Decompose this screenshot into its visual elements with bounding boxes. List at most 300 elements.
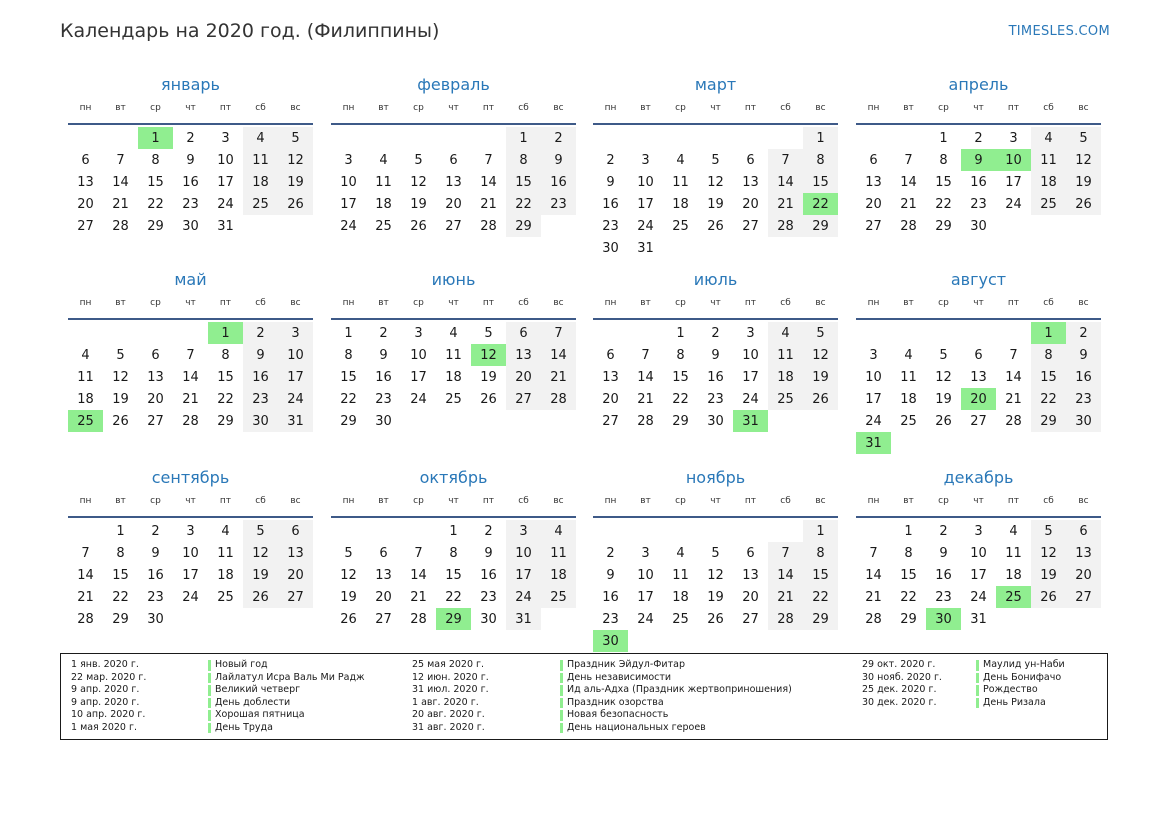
day-cell: 25 (672, 611, 689, 627)
month-divider (68, 123, 313, 125)
day-cell: 8 (151, 152, 160, 168)
day-cell: 29 (900, 611, 917, 627)
day-cell: 8 (221, 347, 230, 363)
weekday-label: ср (938, 103, 949, 113)
day-cell: 5 (939, 347, 948, 363)
holiday-day-cell: 9 (961, 149, 996, 171)
day-cell: 23 (1066, 388, 1101, 410)
day-cell: 8 (116, 545, 125, 561)
day-cell: 17 (278, 366, 313, 388)
day-cell: 4 (1009, 523, 1018, 539)
day-cell: 20 (742, 589, 759, 605)
day-cell: 15 (803, 564, 838, 586)
day-cell: 3 (1009, 130, 1018, 146)
month-divider (331, 123, 576, 125)
weekday-label: сб (518, 103, 529, 113)
day-cell: 19 (340, 589, 357, 605)
day-cell: 3 (869, 347, 878, 363)
day-cell: 13 (1066, 542, 1101, 564)
day-cell: 25 (900, 413, 917, 429)
weekday-label: вс (553, 496, 564, 506)
weekday-label: вс (1078, 103, 1089, 113)
day-cell: 7 (541, 322, 576, 344)
day-cell: 2 (711, 325, 720, 341)
day-cell: 21 (768, 193, 803, 215)
month-divider (331, 318, 576, 320)
day-cell: 16 (602, 589, 619, 605)
day-cell: 7 (768, 149, 803, 171)
day-cell: 29 (1031, 410, 1066, 432)
day-cell: 23 (243, 388, 278, 410)
day-cell: 25 (672, 218, 689, 234)
day-cell: 26 (480, 391, 497, 407)
day-cell: 4 (904, 347, 913, 363)
day-cell: 20 (77, 196, 94, 212)
day-cell: 6 (746, 545, 755, 561)
empty-cell (768, 520, 803, 542)
day-cell: 11 (445, 347, 462, 363)
day-cell: 9 (243, 344, 278, 366)
day-cell: 21 (865, 589, 882, 605)
legend-date: 22 мар. 2020 г. (71, 671, 147, 683)
weekday-label: сб (255, 103, 266, 113)
day-cell: 29 (340, 413, 357, 429)
day-cell: 15 (506, 171, 541, 193)
legend-holiday-name: День доблести (208, 697, 290, 710)
day-cell: 26 (707, 611, 724, 627)
month-block (593, 74, 838, 259)
day-cell: 22 (506, 193, 541, 215)
day-cell: 23 (707, 391, 724, 407)
day-cell: 24 (637, 611, 654, 627)
day-cell: 28 (541, 388, 576, 410)
day-cell: 22 (672, 391, 689, 407)
weekday-label: ср (413, 103, 424, 113)
day-cell: 2 (379, 325, 388, 341)
day-cell: 9 (1066, 344, 1101, 366)
day-cell: 1 (449, 523, 458, 539)
legend-holiday-name: Рождество (976, 684, 1038, 697)
weekday-header-row (331, 489, 576, 513)
day-cell: 2 (151, 523, 160, 539)
day-cell: 8 (449, 545, 458, 561)
legend-date: 12 июн. 2020 г. (412, 671, 489, 683)
day-cell: 14 (1005, 369, 1022, 385)
empty-cell (628, 520, 663, 542)
day-cell: 18 (243, 171, 278, 193)
weekday-label: чт (973, 298, 984, 308)
weekday-label: сб (1043, 298, 1054, 308)
weekday-label: пн (342, 496, 355, 506)
day-cell: 27 (445, 218, 462, 234)
day-cell: 15 (445, 567, 462, 583)
day-cell: 23 (935, 589, 952, 605)
day-cell: 5 (116, 347, 125, 363)
day-cell: 29 (803, 215, 838, 237)
legend-item (412, 659, 792, 672)
day-cell: 28 (637, 413, 654, 429)
day-cell: 4 (449, 325, 458, 341)
day-cell: 24 (340, 218, 357, 234)
day-cell: 11 (375, 174, 392, 190)
day-cell: 4 (379, 152, 388, 168)
day-grid (856, 520, 1101, 630)
empty-cell (173, 322, 208, 344)
day-cell: 28 (900, 218, 917, 234)
empty-cell (628, 127, 663, 149)
weekday-label: вт (115, 298, 126, 308)
empty-cell (331, 127, 366, 149)
empty-cell (926, 322, 961, 344)
day-cell: 18 (768, 366, 803, 388)
day-cell: 4 (676, 545, 685, 561)
day-cell: 14 (768, 171, 803, 193)
day-cell: 17 (340, 196, 357, 212)
day-cell: 9 (541, 149, 576, 171)
weekday-label: сб (1043, 496, 1054, 506)
day-cell: 24 (182, 589, 199, 605)
day-cell: 16 (480, 567, 497, 583)
weekday-label: пт (1007, 103, 1020, 113)
month-block (68, 467, 313, 630)
day-cell: 2 (1066, 322, 1101, 344)
legend-item (412, 684, 792, 697)
month-block (856, 74, 1101, 237)
day-cell: 1 (116, 523, 125, 539)
weekday-label: вс (815, 496, 826, 506)
legend-item (862, 672, 1065, 685)
day-cell: 16 (147, 567, 164, 583)
day-cell: 3 (746, 325, 755, 341)
legend-column (71, 659, 365, 735)
weekday-header-row (593, 489, 838, 513)
day-cell: 28 (865, 611, 882, 627)
legend-date: 1 янв. 2020 г. (71, 659, 139, 670)
day-cell: 8 (904, 545, 913, 561)
day-cell: 13 (602, 369, 619, 385)
day-cell: 24 (506, 586, 541, 608)
day-cell: 12 (112, 369, 129, 385)
weekday-label: вт (378, 298, 389, 308)
day-cell: 5 (414, 152, 423, 168)
day-cell: 12 (278, 149, 313, 171)
weekday-label: ср (675, 103, 686, 113)
day-cell: 6 (746, 152, 755, 168)
day-cell: 24 (1005, 196, 1022, 212)
legend-date: 31 авг. 2020 г. (412, 721, 485, 733)
empty-cell (593, 520, 628, 542)
weekday-label: вт (903, 103, 914, 113)
day-cell: 6 (278, 520, 313, 542)
day-cell: 11 (77, 369, 94, 385)
empty-cell (401, 520, 436, 542)
day-cell: 23 (541, 193, 576, 215)
day-cell: 8 (344, 347, 353, 363)
day-cell: 22 (340, 391, 357, 407)
day-cell: 27 (742, 611, 759, 627)
day-cell: 5 (1066, 127, 1101, 149)
day-cell: 10 (637, 567, 654, 583)
weekday-label: вт (378, 103, 389, 113)
month-divider (856, 516, 1101, 518)
day-cell: 7 (869, 545, 878, 561)
day-cell: 27 (742, 218, 759, 234)
day-cell: 19 (935, 391, 952, 407)
day-cell: 30 (182, 218, 199, 234)
legend-item (412, 672, 792, 685)
empty-cell (856, 127, 891, 149)
day-cell: 24 (278, 388, 313, 410)
day-cell: 15 (672, 369, 689, 385)
month-name: август (950, 270, 1007, 289)
empty-cell (663, 127, 698, 149)
day-cell: 4 (81, 347, 90, 363)
weekday-label: ср (938, 298, 949, 308)
day-cell: 27 (77, 218, 94, 234)
day-cell: 23 (147, 589, 164, 605)
day-cell: 19 (707, 589, 724, 605)
day-cell: 18 (77, 391, 94, 407)
day-cell: 20 (147, 391, 164, 407)
month-name: декабрь (943, 468, 1014, 487)
weekday-label: ср (413, 298, 424, 308)
day-cell: 6 (974, 347, 983, 363)
day-grid (593, 322, 838, 432)
day-cell: 13 (278, 542, 313, 564)
day-cell: 1 (803, 127, 838, 149)
day-cell: 24 (865, 413, 882, 429)
legend-date: 30 дек. 2020 г. (862, 696, 937, 708)
day-cell: 21 (77, 589, 94, 605)
weekday-label: ср (675, 298, 686, 308)
weekday-label: ср (675, 496, 686, 506)
day-cell: 17 (1005, 174, 1022, 190)
day-cell: 18 (541, 564, 576, 586)
legend-date: 9 апр. 2020 г. (71, 684, 140, 696)
day-cell: 16 (707, 369, 724, 385)
day-cell: 12 (1031, 542, 1066, 564)
day-cell: 1 (506, 127, 541, 149)
day-cell: 29 (147, 218, 164, 234)
weekday-label: вс (290, 496, 301, 506)
day-cell: 16 (182, 174, 199, 190)
day-cell: 24 (217, 196, 234, 212)
day-cell: 27 (506, 388, 541, 410)
day-cell: 2 (606, 545, 615, 561)
legend-holiday-name: Новая безопасность (560, 709, 668, 722)
legend-item (862, 684, 1065, 697)
empty-cell (68, 127, 103, 149)
legend-holiday-name: Праздник Эйдул-Фитар (560, 659, 685, 672)
empty-cell (68, 322, 103, 344)
month-name: январь (161, 75, 220, 94)
day-cell: 30 (602, 240, 619, 256)
legend-item (71, 684, 365, 697)
day-cell: 26 (1031, 586, 1066, 608)
day-cell: 27 (375, 611, 392, 627)
weekday-label: пн (604, 496, 617, 506)
day-cell: 21 (900, 196, 917, 212)
day-cell: 2 (243, 322, 278, 344)
day-cell: 31 (217, 218, 234, 234)
legend-date: 25 мая 2020 г. (412, 659, 485, 670)
day-cell: 5 (278, 127, 313, 149)
weekday-header-row (856, 96, 1101, 120)
day-cell: 6 (506, 322, 541, 344)
day-cell: 27 (147, 413, 164, 429)
day-cell: 28 (112, 218, 129, 234)
weekday-label: вс (553, 103, 564, 113)
weekday-label: пт (1007, 496, 1020, 506)
legend-item (71, 722, 365, 735)
weekday-header-row (68, 96, 313, 120)
day-cell: 30 (1066, 410, 1101, 432)
day-cell: 24 (742, 391, 759, 407)
day-cell: 4 (768, 322, 803, 344)
holiday-day-cell: 10 (996, 149, 1031, 171)
empty-cell (331, 520, 366, 542)
day-cell: 6 (449, 152, 458, 168)
weekday-label: вс (815, 298, 826, 308)
legend-item (412, 697, 792, 710)
day-cell: 15 (340, 369, 357, 385)
day-cell: 29 (672, 413, 689, 429)
month-name: сентябрь (151, 468, 230, 487)
weekday-label: вс (290, 298, 301, 308)
legend-item (71, 697, 365, 710)
holiday-day-cell: 25 (996, 586, 1031, 608)
weekday-header-row (856, 489, 1101, 513)
weekday-label: вт (640, 496, 651, 506)
day-cell: 13 (147, 369, 164, 385)
day-cell: 4 (1031, 127, 1066, 149)
holiday-day-cell: 1 (208, 322, 243, 344)
empty-cell (856, 322, 891, 344)
day-cell: 3 (506, 520, 541, 542)
weekday-header-row (331, 291, 576, 315)
month-name: май (174, 270, 207, 289)
legend-item (71, 672, 365, 685)
day-cell: 3 (221, 130, 230, 146)
day-cell: 18 (672, 196, 689, 212)
day-cell: 17 (217, 174, 234, 190)
day-grid (331, 520, 576, 630)
day-cell: 30 (707, 413, 724, 429)
day-cell: 18 (1005, 567, 1022, 583)
day-cell: 19 (1066, 171, 1101, 193)
empty-cell (961, 322, 996, 344)
day-cell: 18 (217, 567, 234, 583)
day-cell: 14 (900, 174, 917, 190)
weekday-label: пн (867, 298, 880, 308)
day-cell: 3 (414, 325, 423, 341)
empty-cell (891, 127, 926, 149)
day-cell: 27 (602, 413, 619, 429)
day-cell: 11 (900, 369, 917, 385)
month-divider (593, 123, 838, 125)
holiday-day-cell: 20 (961, 388, 996, 410)
day-cell: 25 (768, 388, 803, 410)
day-cell: 31 (506, 608, 541, 630)
day-cell: 8 (803, 149, 838, 171)
legend-holiday-name: Ид аль-Адха (Праздник жертвоприношения) (560, 684, 792, 697)
day-cell: 12 (803, 344, 838, 366)
day-cell: 30 (970, 218, 987, 234)
day-cell: 19 (1031, 564, 1066, 586)
legend-holiday-name: Новый год (208, 659, 268, 672)
day-cell: 11 (672, 567, 689, 583)
day-cell: 25 (217, 589, 234, 605)
day-cell: 13 (445, 174, 462, 190)
day-cell: 7 (641, 347, 650, 363)
weekday-label: пн (79, 496, 92, 506)
day-cell: 8 (1031, 344, 1066, 366)
weekday-label: вс (1078, 298, 1089, 308)
day-cell: 12 (707, 174, 724, 190)
day-cell: 12 (340, 567, 357, 583)
day-cell: 31 (278, 410, 313, 432)
weekday-label: чт (185, 103, 196, 113)
legend-holiday-name: День независимости (560, 672, 671, 685)
day-cell: 2 (541, 127, 576, 149)
site-brand-link[interactable]: TIMESLES.COM (1008, 24, 1110, 39)
empty-cell (68, 520, 103, 542)
day-cell: 5 (711, 152, 720, 168)
weekday-header-row (593, 96, 838, 120)
day-cell: 1 (939, 130, 948, 146)
day-cell: 11 (672, 174, 689, 190)
month-block (331, 74, 576, 237)
month-divider (68, 516, 313, 518)
weekday-label: пн (342, 298, 355, 308)
month-block (331, 269, 576, 432)
day-cell: 31 (637, 240, 654, 256)
month-block (593, 269, 838, 432)
legend-date: 31 июл. 2020 г. (412, 684, 489, 696)
day-cell: 26 (1066, 193, 1101, 215)
day-cell: 19 (410, 196, 427, 212)
day-cell: 26 (410, 218, 427, 234)
day-cell: 13 (865, 174, 882, 190)
weekday-label: пт (744, 298, 757, 308)
day-cell: 7 (116, 152, 125, 168)
month-block (856, 467, 1101, 630)
day-cell: 23 (602, 611, 619, 627)
legend-item (71, 659, 365, 672)
day-cell: 4 (221, 523, 230, 539)
day-cell: 28 (182, 413, 199, 429)
weekday-label: пт (744, 496, 757, 506)
day-cell: 19 (707, 196, 724, 212)
day-cell: 11 (1005, 545, 1022, 561)
weekday-label: ср (413, 496, 424, 506)
day-cell: 21 (768, 586, 803, 608)
day-cell: 3 (641, 152, 650, 168)
day-cell: 24 (410, 391, 427, 407)
day-cell: 30 (375, 413, 392, 429)
holiday-legend (60, 653, 1108, 740)
day-cell: 22 (900, 589, 917, 605)
month-block (593, 467, 838, 652)
weekday-label: чт (710, 103, 721, 113)
day-cell: 10 (970, 545, 987, 561)
month-divider (856, 123, 1101, 125)
day-cell: 2 (186, 130, 195, 146)
month-block (68, 269, 313, 432)
weekday-label: чт (185, 496, 196, 506)
day-cell: 21 (1005, 391, 1022, 407)
day-cell: 21 (112, 196, 129, 212)
